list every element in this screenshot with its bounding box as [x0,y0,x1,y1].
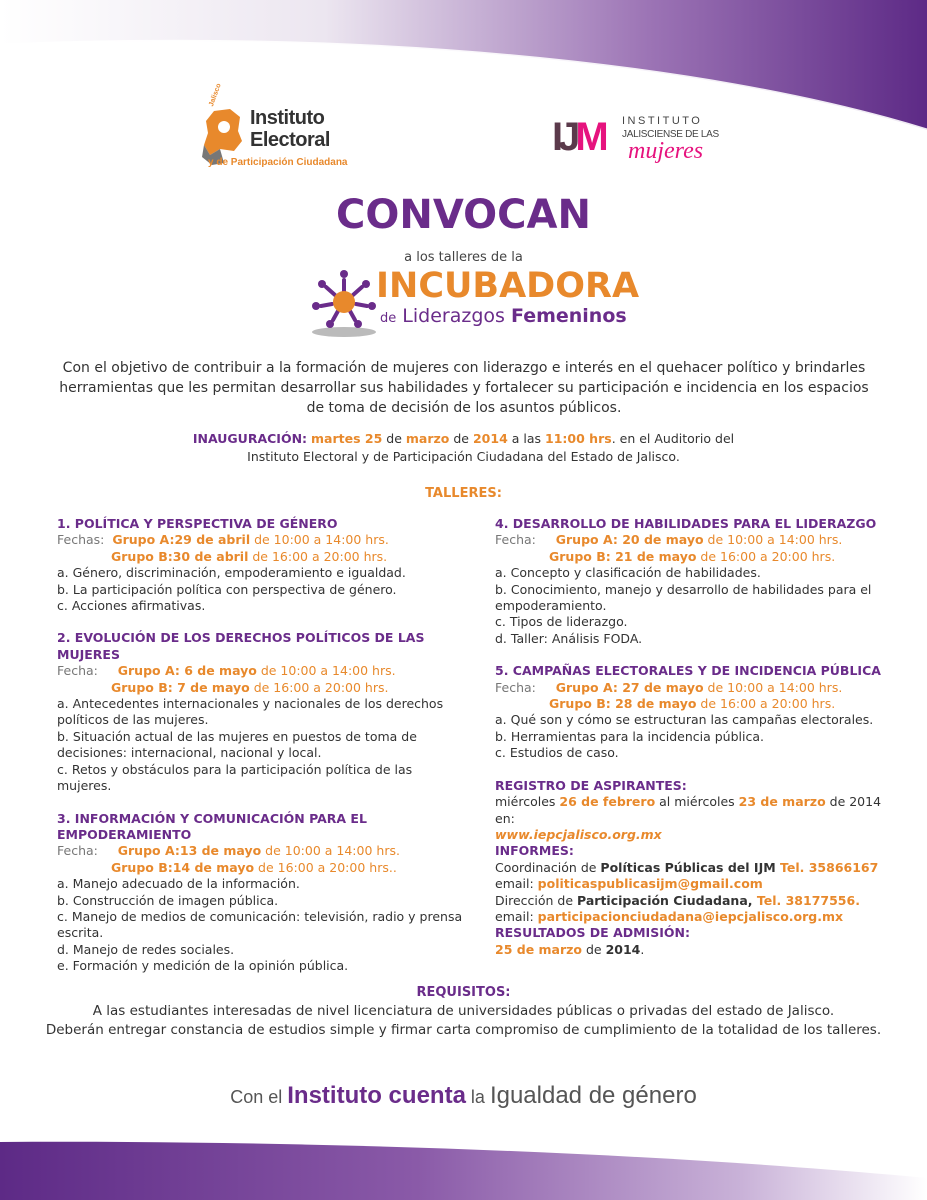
registration-link[interactable]: www.iepcjalisco.org.mx [495,826,662,842]
page-title: CONVOCAN [336,192,591,238]
workshop-title: 5. CAMPAÑAS ELECTORALES Y DE INCIDENCIA PÚBLICA [495,663,881,679]
program-title: INCUBADORA [376,266,640,306]
contact-section: INFORMES: Coordinación de Políticas Públicas del IJM Tel. 35866167 email: politicaspublicasijm@gmail.com Dirección de Participación Ciudadana, Tel. 38177556. email: participacionciudadana@iepcjalisco.org.mx [495,843,885,925]
registration-title: REGISTRO DE ASPIRANTES: [495,777,687,793]
email-link-iepc[interactable]: participacionciudadana@iepcjalisco.org.mx [537,908,844,924]
workshops-heading: TALLERES: [425,486,502,501]
iepc-logo-jalisco: Jalisco [208,82,223,108]
iepc-logo [200,82,350,175]
top-decorative-band [0,0,927,140]
workshop-title: 2. EVOLUCIÓN DE LOS DERECHOS POLÍTICOS DE LAS MUJERES [57,630,425,662]
requirements-text: A las estudiantes interesadas de nivel licenciatura de universidades públicas o privadas del estado de Jalisco. Deberán entregar constancia de estudios simple y firmar carta compromiso de cumplimiento de la totalidad de los talleres. [45,1003,882,1038]
iepc-logo-line3: y de Participación Ciudadana [208,157,348,168]
workshops-left-column [57,516,467,975]
ijm-logo [552,112,732,174]
page-subtitle: a los talleres de la [404,250,523,265]
workshop-5: 5. CAMPAÑAS ELECTORALES Y DE INCIDENCIA PÚBLICA Fecha: Grupo A: 27 de mayo de 10:00 a 14:00 hrs. Grupo B: 28 de mayo de 16:00 a 20:00 hrs. a. Qué son y cómo se estructuran las campañas electorales. b. Herramientas para la incidencia pública. c. Estudios de caso. [495,663,885,761]
iepc-logo-line2: Electoral [250,129,330,151]
email-link-ijm[interactable]: politicaspublicasijm@gmail.com [537,876,763,892]
ijm-logo-line3: mujeres [628,138,704,164]
intro-paragraph: Con el objetivo de contribuir a la formación de mujeres con liderazgo e interés en el quehacer político y brindarles herramientas que les permitan desarrollar sus habilidades y fortalecer su participación e incidencia en los espacios de toma de decisión de los asuntos públicos. [59,360,869,416]
bottom-decorative-band [0,1140,927,1200]
results-section: RESULTADOS DE ADMISIÓN: 25 de marzo de 2014. [495,925,885,958]
ijm-logo-line1: INSTITUTO [622,115,703,127]
workshops-right-column [495,516,885,958]
workshop-3: 3. INFORMACIÓN Y COMUNICACIÓN PARA EL EMPODERAMIENTO Fecha: Grupo A:13 de mayo de 10:00 a 14:00 hrs. Grupo B:14 de mayo de 16:00 a 20:00 hrs.. a. Manejo adecuado de la información. b. Construcción de imagen pública. c. Manejo de medios de comunicación: televisión, radio y prensa escrita. d. Manejo de redes sociales. e. Formación y medición de la opinión pública. [57,811,467,975]
iepc-logo-line1: Instituto [250,107,325,129]
workshop-title: 1. POLÍTICA Y PERSPECTIVA DE GÉNERO [57,516,338,531]
incubadora-emblem-icon [306,266,382,338]
results-title: RESULTADOS DE ADMISIÓN: [495,925,690,941]
ijm-logo-mark: IJM [552,115,604,159]
workshop-2: 2. EVOLUCIÓN DE LOS DERECHOS POLÍTICOS DE LAS MUJERES Fecha: Grupo A: 6 de mayo de 10:00 a 14:00 hrs. Grupo B: 7 de mayo de 16:00 a 20:00 hrs. a. Antecedentes internacionales y nacionales de los derechos políticos de las mujeres. b. Situación actual de las mujeres en puestos de toma de decisiones: internacional, nacional y local. c. Retos y obstáculos para la participación política de las mujeres. [57,630,467,794]
workshop-1: 1. POLÍTICA Y PERSPECTIVA DE GÉNERO Fechas: Grupo A:29 de abril de 10:00 a 14:00 hrs. Grupo B:30 de abril de 16:00 a 20:00 hrs. a. Género, discriminación, empoderamiento e igualdad. b. La participación política con perspectiva de género. c. Acciones afirmativas. [57,516,467,614]
workshop-title: 3. INFORMACIÓN Y COMUNICACIÓN PARA EL EMPODERAMIENTO [57,810,367,842]
inauguration-block: INAUGURACIÓN: martes 25 de marzo de 2014 a las 11:00 hrs. en el Auditorio del Instituto Electoral y de Participación Ciudadana del Estado de Jalisco. [192,431,735,464]
ijm-logo-line2: JALISCIENSE DE LAS [622,129,719,140]
slogan: Con el Instituto cuenta la Igualdad de género [230,1082,697,1109]
workshop-title: 4. DESARROLLO DE HABILIDADES PARA EL LIDERAZGO [495,516,877,531]
registration-section: REGISTRO DE ASPIRANTES: miércoles 26 de febrero al miércoles 23 de marzo de 2014 en: www.iepcjalisco.org.mx [495,778,885,844]
workshop-4: 4. DESARROLLO DE HABILIDADES PARA EL LIDERAZGO Fecha: Grupo A: 20 de mayo de 10:00 a 14:00 hrs. Grupo B: 21 de mayo de 16:00 a 20:00 hrs. a. Concepto y clasificación de habilidades. b. Conocimiento, manejo y desarrollo de habilidades para el empoderamiento. c. Tipos de liderazgo. d. Taller: Análisis FODA. [495,516,885,647]
program-subtitle: de Liderazgos Femeninos [380,305,627,327]
requirements-heading: REQUISITOS: [416,985,511,1000]
contact-title: INFORMES: [495,843,574,859]
inauguration-label: INAUGURACIÓN: [192,431,308,446]
